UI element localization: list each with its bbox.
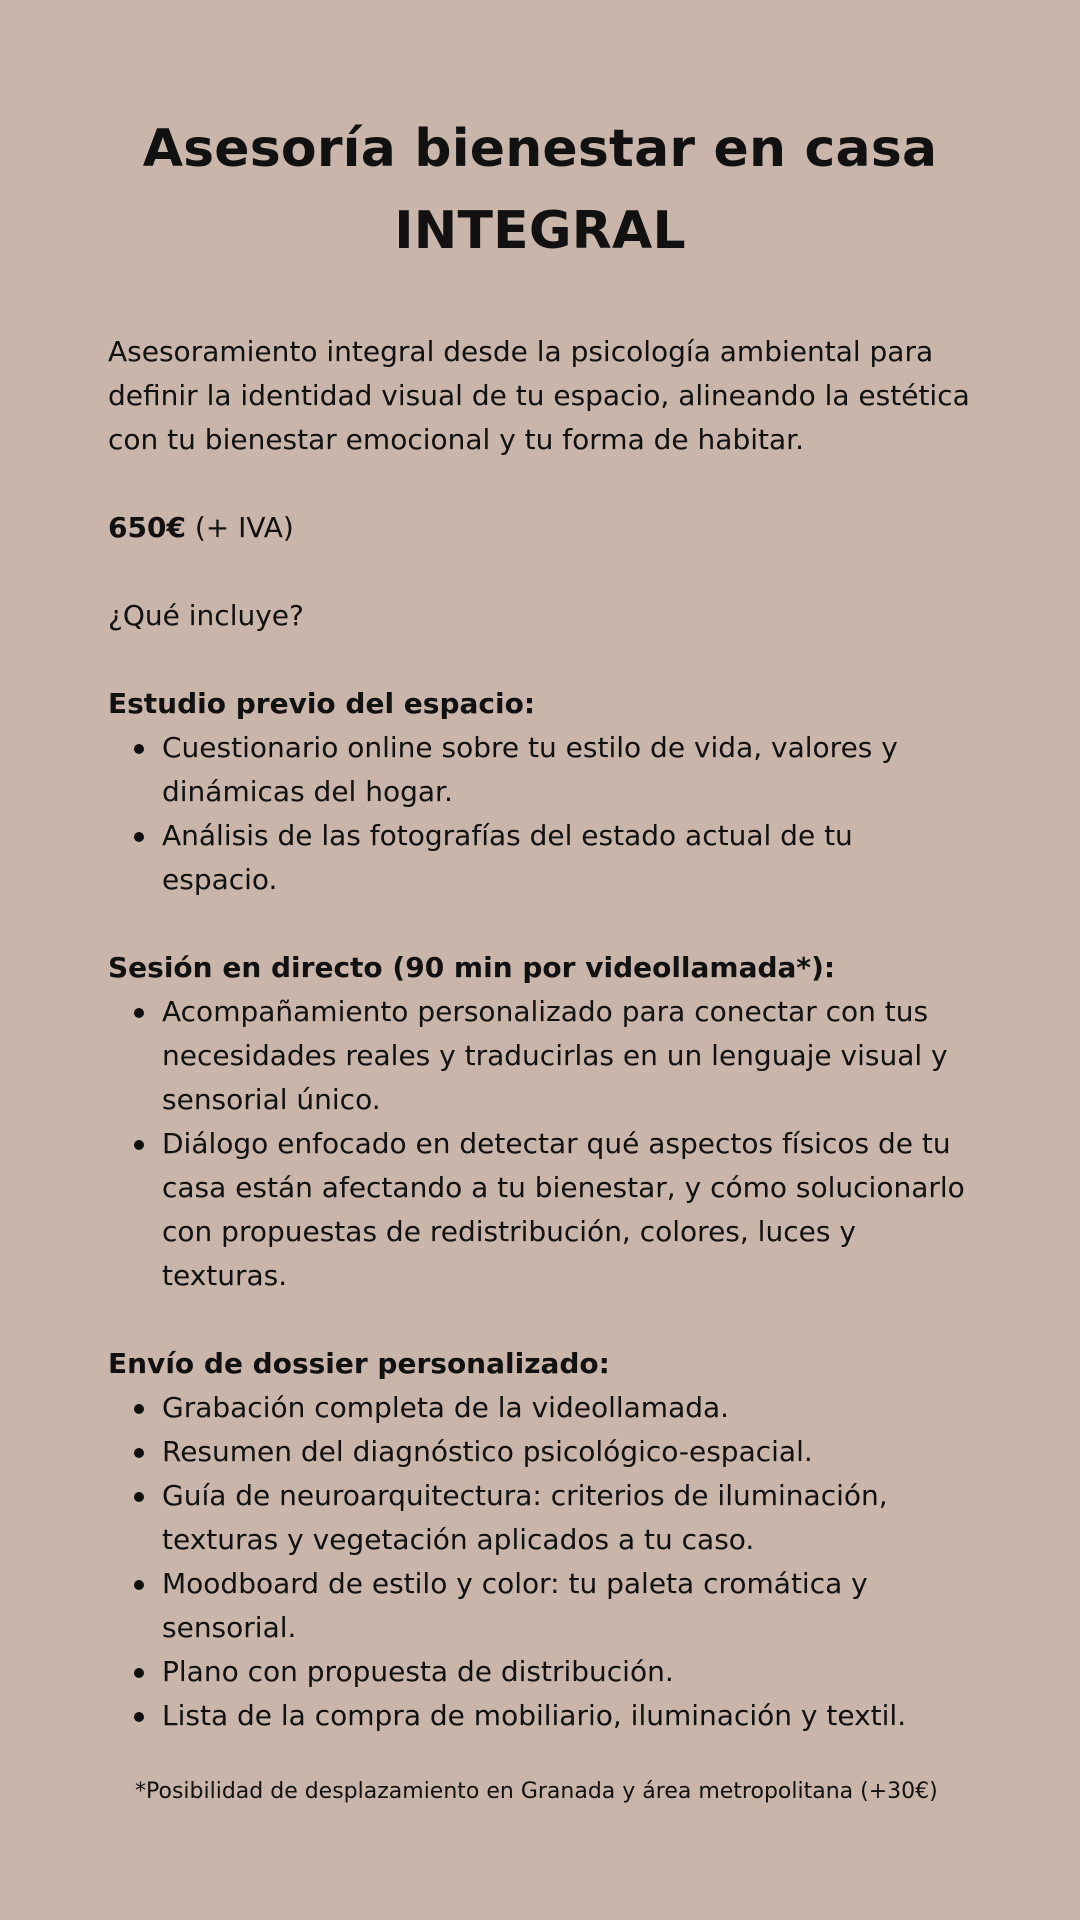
bullet-icon [134, 1712, 144, 1722]
list-item-text: Análisis de las fotografías del estado actual de tu espacio. [162, 819, 853, 896]
list-item-text: Diálogo enfocado en detectar qué aspectos físicos de tu casa están afectando a tu bienestar, y cómo solucionarlo con propuestas de redistribución, colores, luces y texturas. [162, 1127, 965, 1292]
list-item [162, 1386, 972, 1430]
includes-question: ¿Qué incluye? [108, 599, 304, 632]
price-line [108, 506, 972, 550]
title-line-1: Asesoría bienestar en casa [142, 119, 938, 179]
list-item [162, 1650, 972, 1694]
section-list [108, 990, 972, 1298]
title-line-2: INTEGRAL [394, 201, 686, 261]
bullet-icon [134, 1140, 144, 1150]
bullet-icon [134, 1008, 144, 1018]
list-item [162, 1474, 972, 1562]
list-item-text: Guía de neuroarquitectura: criterios de iluminación, texturas y vegetación aplicados a tu caso. [162, 1479, 888, 1556]
footnote: *Posibilidad de desplazamiento en Granada y área metropolitana (+30€) [135, 1779, 938, 1804]
list-item-text: Moodboard de estilo y color: tu paleta cromática y sensorial. [162, 1567, 868, 1644]
list-item [162, 814, 972, 902]
price-tax-note: (+ IVA) [185, 511, 294, 544]
list-item-text: Resumen del diagnóstico psicológico-espacial. [162, 1435, 813, 1468]
list-item [162, 1562, 972, 1650]
section-heading: Envío de dossier personalizado: [108, 1347, 610, 1380]
section-sesion-directo [108, 946, 972, 1298]
list-item-text: Acompañamiento personalizado para conectar con tus necesidades reales y traducirlas en un lenguaje visual y sensorial único. [162, 995, 948, 1116]
bullet-icon [134, 1492, 144, 1502]
section-list [108, 1386, 972, 1738]
bullet-icon [134, 1668, 144, 1678]
section-heading: Sesión en directo (90 min por videollamada*): [108, 951, 836, 984]
list-item [162, 1122, 972, 1298]
list-item [162, 726, 972, 814]
bullet-icon [134, 1580, 144, 1590]
list-item-text: Grabación completa de la videollamada. [162, 1391, 730, 1424]
section-dossier [108, 1342, 972, 1738]
bullet-icon [134, 1404, 144, 1414]
list-item-text: Lista de la compra de mobiliario, iluminación y textil. [162, 1699, 907, 1732]
bullet-icon [134, 1448, 144, 1458]
list-item [162, 990, 972, 1122]
intro-paragraph: Asesoramiento integral desde la psicología ambiental para definir la identidad visual de tu espacio, alineando la estética con tu bienestar emocional y tu forma de habitar. [108, 335, 970, 456]
section-heading: Estudio previo del espacio: [108, 687, 536, 720]
list-item-text: Plano con propuesta de distribución. [162, 1655, 674, 1688]
section-estudio-previo [108, 682, 972, 902]
bullet-icon [134, 744, 144, 754]
page-title [108, 108, 972, 272]
section-list [108, 726, 972, 902]
price-amount: 650€ [108, 511, 186, 544]
bullet-icon [134, 832, 144, 842]
list-item-text: Cuestionario online sobre tu estilo de vida, valores y dinámicas del hogar. [162, 731, 898, 808]
list-item [162, 1694, 972, 1738]
list-item [162, 1430, 972, 1474]
